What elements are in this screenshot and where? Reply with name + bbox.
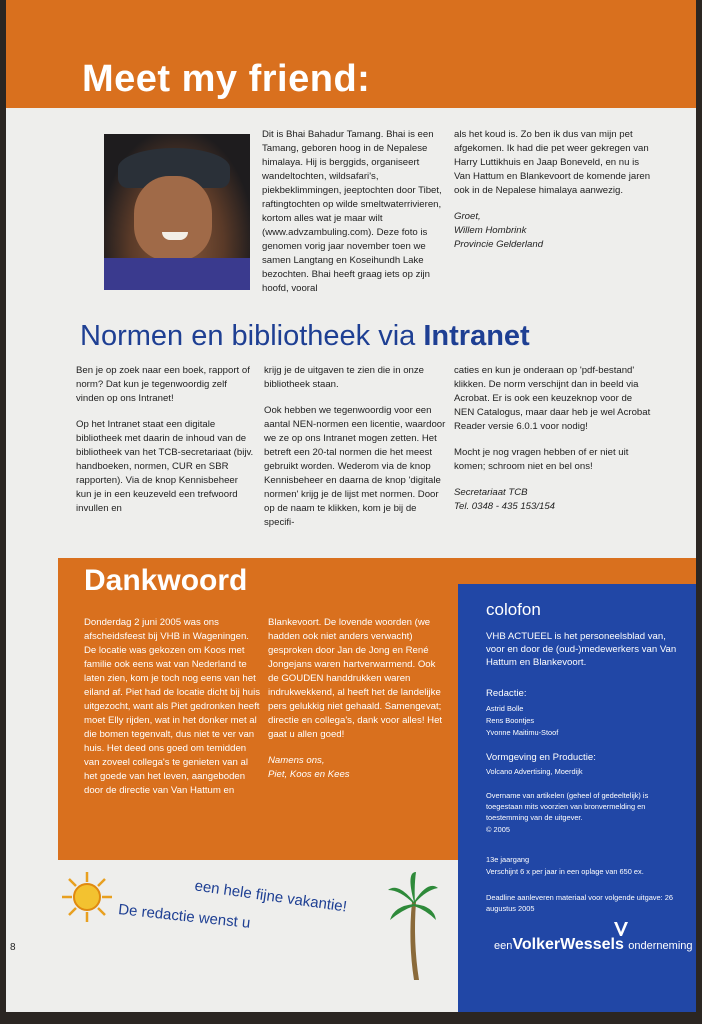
logo-suffix: onderneming — [628, 940, 693, 952]
logo-prefix: een — [494, 940, 513, 952]
intranet-article-title — [80, 320, 530, 353]
smile-shape — [162, 232, 188, 240]
meet-my-friend-title: Meet my friend: — [82, 58, 371, 100]
intranet-c1p2: Op het Intranet staat een digitale bibliotheek met daarin de inhoud van de bibliotheek van het TCB-secretariaat (bijv. handboeken, normen, CUR en SBR rapporten). Via de knop Kennisbeheer kun je in een keuzeveld een trefwoord invullen en — [76, 419, 254, 514]
dankwoord-sign-1: Namens ons, — [268, 755, 325, 766]
colofon-overname: Overname van artikelen (geheel of gedeeltelijk) is toegestaan mits voorzien van bronvermelding en toestemming van de uitgever. — [486, 791, 649, 822]
colofon-intro: VHB ACTUEEL is het personeelsblad van, voor en door de (oud-)medewerkers van Van Hattum en Blankevoort. — [486, 631, 677, 668]
wish-line-2: De redactie wenst u — [117, 901, 252, 932]
dankwoord-paragraph-2: Blankevoort. De lovende woorden (we hadden ook niet anders verwacht) gesproken door Jan de Jong en René Jongejans waren hartverwarmend. Ook de GOUDEN handdrukken waren indrukwekkend, al heeft het de landelijke pers gelukkig niet gehaald. Samengevat; directie en collega's, dank voor alles! Het gaat u allen goed! — [268, 617, 443, 740]
face-shape — [134, 176, 212, 260]
intranet-title-plain: Normen en bibliotheek via — [80, 320, 424, 352]
colofon-oplage: Verschijnt 6 x per jaar in een oplage van 650 ex. — [486, 867, 644, 876]
colofon-deadline: Deadline aanleveren materiaal voor volgende uitgave: 26 augustus 2005 — [486, 893, 673, 913]
shirt-shape — [104, 258, 250, 290]
friend-text-col1 — [262, 128, 442, 308]
wish-line-1: een hele fijne vakantie! — [193, 877, 348, 916]
friend-sign-greeting: Groet, — [454, 211, 481, 222]
colofon-redactie-name-3: Yvonne Maitimu-Stoof — [486, 728, 559, 737]
intranet-c3p1: caties en kun je onderaan op 'pdf-bestand' klikken. De norm verschijnt dan in beeld via Acrobat. Er is ook een keuzeknop voor de NEN Catalogus, maar daar heb je wel Acrobat Reader versie 6.0.1 voor nodig! — [454, 365, 651, 432]
colofon-vormgeving-heading: Vormgeving en Productie: — [486, 752, 596, 763]
sun-icon — [60, 870, 114, 924]
portrait-photo — [104, 134, 250, 290]
colofon-redactie-name-2: Rens Boontjes — [486, 716, 535, 725]
intranet-title-bold: Intranet — [423, 320, 530, 352]
dankwoord-col1 — [84, 616, 260, 810]
magazine-page — [6, 0, 696, 1012]
colofon-redactie-heading: Redactie: — [486, 688, 527, 699]
friend-paragraph-1: Dit is Bhai Bahadur Tamang. Bhai is een Tamang, geboren hoog in de Nepalese himalaya. Hij is berggids, organiseert wandeltochten, wildsafari's, piekbeklimmingen, jeeptochten door Tibet, raftingtochten op wilde smeltwaterrivieren, kortom alles wat je maar wilt (www.advzambuling.com). Deze foto is genomen vorig jaar november toen we samen Langtang en Koseihundh Lake bezochten. Bhai heeft graag iets op zijn hoofd, vooral — [262, 129, 442, 294]
friend-paragraph-2: als het koud is. Zo ben ik dus van mijn pet afgekomen. Ik had die pet weer gekregen van Harry Luttikhuis en Jaap Boneveld, en nu is Van Hattum en Blankevoort de komende jaren ook in de Nepalese himalaya aanwezig. — [454, 129, 651, 196]
logo-brand: VolkerWessels — [512, 936, 624, 953]
colofon-title: colofon — [486, 600, 541, 619]
friend-text-col2 — [454, 128, 654, 252]
intranet-c1p1: Ben je op zoek naar een boek, rapport of norm? Dat kun je tegenwoordig zelf vinden op ons Intranet! — [76, 365, 250, 404]
dankwoord-title: Dankwoord — [84, 564, 248, 597]
friend-sign-org: Provincie Gelderland — [454, 239, 544, 250]
colofon-vormgeving: Volcano Advertising, Moerdijk — [486, 767, 583, 776]
palm-tree-icon — [388, 872, 438, 982]
intranet-c2p2: Ook hebben we tegenwoordig voor een aantal NEN-normen een licentie, waardoor we ze op ons Intranet mogen zetten. Het betreft een 20-tal normen die het meest gebruikt worden. Wederom via de knop Kennisbeheer en daarna de knop 'digitale normen' krijg je de lijst met normen. Door op de naam te klikken, kom je bij de specifi- — [264, 405, 446, 528]
dankwoord-sign-2: Piet, Koos en Kees — [268, 769, 350, 780]
page-number: 8 — [10, 942, 16, 953]
intranet-col2 — [264, 364, 446, 542]
intranet-col3 — [454, 364, 654, 514]
intranet-c2p1: krijg je de uitgaven te zien die in onze bibliotheek staan. — [264, 365, 424, 390]
colofon-copyright: © 2005 — [486, 825, 510, 834]
colofon-redactie-name-1: Astrid Bolle — [486, 704, 524, 713]
intranet-sign-phone: Tel. 0348 - 435 153/154 — [454, 501, 555, 512]
dankwoord-paragraph-1: Donderdag 2 juni 2005 was ons afscheidsfeest bij VHB in Wageningen. De locatie was gekozen om Koos met familie ook eens wat van Nederland te laten zien, kom je toch nog eens van het eiland af. Piet had de locatie dicht bij huis uitgezocht, want als Piet gedronken heeft moet Elly rijden, wat in het donker met al die bomen tegenvalt, dus niet te ver van huis. Het deed ons goed om temidden van zoveel collega's te genieten van al het goede van het leven, aangeboden door de directie van Van Hattum en — [84, 617, 260, 796]
dankwoord-col2 — [268, 616, 448, 782]
intranet-c3p2: Mocht je nog vragen hebben of er niet uit komen; schroom niet en bel ons! — [454, 447, 629, 472]
volkerwessels-logo — [494, 936, 693, 954]
intranet-col1 — [76, 364, 256, 528]
intranet-sign-dept: Secretariaat TCB — [454, 487, 528, 498]
friend-sign-name: Willem Hombrink — [454, 225, 527, 236]
colofon-jaargang: 13e jaargang — [486, 855, 530, 864]
